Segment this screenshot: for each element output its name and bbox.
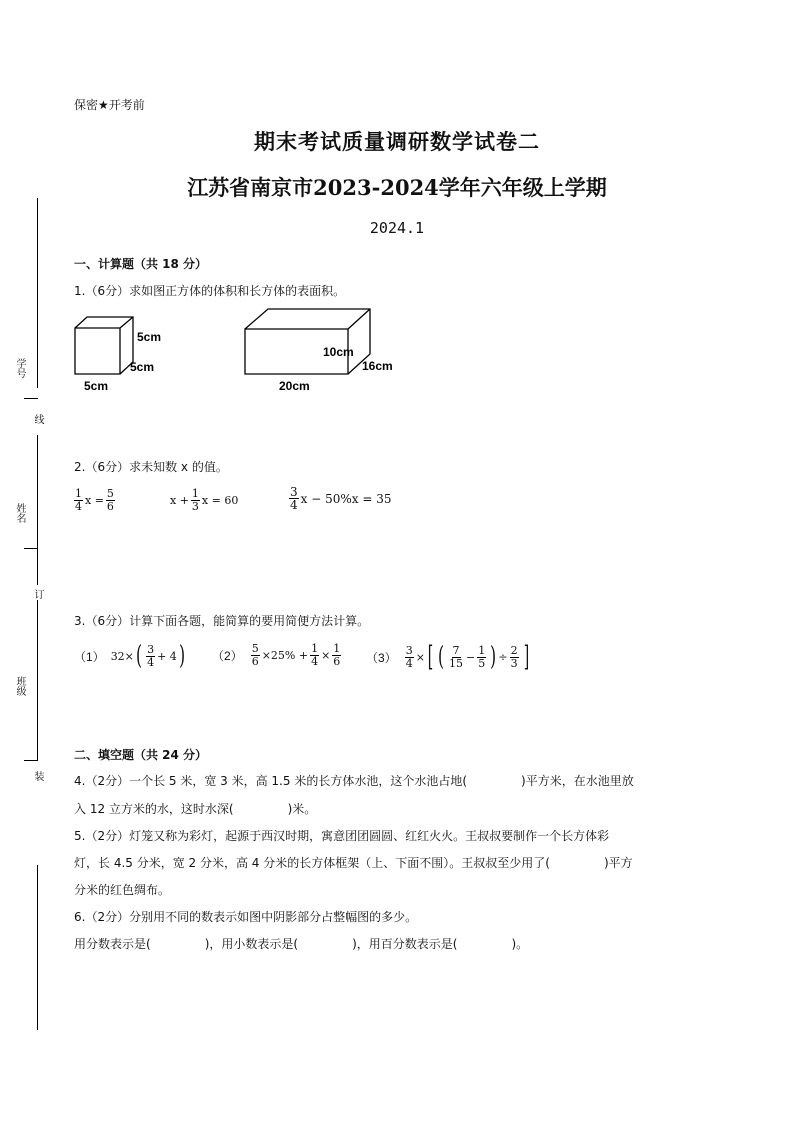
binding-line-mid2 xyxy=(37,600,38,760)
q2-equation-1: $\frac{1}{4}$ x = $\frac{5}{6}$ xyxy=(75,487,114,513)
cuboid-label-depth: 16cm xyxy=(362,359,393,373)
q3-text: 3.（6分）计算下面各题，能简算的要用简便方法计算。 xyxy=(74,614,370,628)
section2-title: 二、填空题（共 24 分） xyxy=(74,748,208,762)
fraction: $\frac{5}{6}$ xyxy=(251,642,259,668)
page-title: 期末考试质量调研数学试卷二 xyxy=(254,129,540,154)
q5-line1: 5.（2分）灯笼又称为彩灯，起源于西汉时期，寓意团团圆圆、红红火火。王叔叔要制作一个长方体彩 xyxy=(74,829,610,843)
binding-line-bottom xyxy=(37,865,38,1030)
line-char: 线 xyxy=(32,414,43,424)
fraction: $\frac{2}{3}$ xyxy=(510,643,518,670)
fraction: $\frac{1}{5}$ xyxy=(478,643,486,670)
q5-line3: 分米的红色绸布。 xyxy=(74,883,171,897)
q2-equation-2: x + $\frac{1}{3}$ x = 60 xyxy=(170,487,239,513)
cube-label-right: 5cm xyxy=(137,330,162,344)
class-label: 班级 xyxy=(14,676,25,696)
fraction: $\frac{1}{6}$ xyxy=(333,642,341,668)
cuboid-figure xyxy=(240,304,400,396)
fraction: $\frac{5}{6}$ xyxy=(106,487,114,513)
cube-label-depth: 5cm xyxy=(130,360,155,374)
cube-label-bottom: 5cm xyxy=(84,379,109,393)
section1-title: 一、计算题（共 18 分） xyxy=(74,257,208,271)
zhuang-char: 装 xyxy=(32,771,43,781)
fraction: $\frac{1}{4}$ xyxy=(75,487,82,513)
fraction: $\frac{1}{4}$ xyxy=(311,642,319,668)
q4-line1: 4.（2分）一个长 5 米，宽 3 米，高 1.5 米的长方体水池，这个水池占地( )平方米，在水池里放 xyxy=(74,774,634,788)
q1-text: 1.（6分）求如图正方体的体积和长方体的表面积。 xyxy=(74,284,346,298)
q2-text: 2.（6分）求未知数 x 的值。 xyxy=(74,460,228,474)
q3-expression-2: （2） $\frac{5}{6}$ ×25% + $\frac{1}{4}$ × $\frac{1}{6}$ xyxy=(212,642,341,668)
fraction: $\frac{7}{15}$ xyxy=(449,643,463,670)
name-underline xyxy=(24,548,38,549)
name-label: 姓名 xyxy=(14,503,25,523)
fraction: $\frac{3}{4}$ xyxy=(405,643,413,670)
ding-char: 订 xyxy=(32,589,43,599)
fraction: $\frac{1}{3}$ xyxy=(191,487,199,513)
q5-line2: 灯，长 4.5 分米，宽 2 分米，高 4 分米的长方体框架（上、下面不围）。王叔叔至少用了( )平方 xyxy=(74,856,633,870)
binding-line-mid1 xyxy=(37,435,38,585)
fraction: $\frac{3}{4}$ xyxy=(147,642,155,669)
q2-equation-3: $\frac{3}{4}$ x − 50%x = 35 xyxy=(290,485,392,512)
q6-line2: 用分数表示是( )，用小数表示是( )，用百分数表示是( )。 xyxy=(74,937,529,951)
q4-line2: 入 12 立方米的水，这时水深( )米。 xyxy=(74,802,317,816)
q3-expression-3: （3） $\frac{3}{4}$ × [ ( $\frac{7}{15}$ − $\frac{1}{5}$ ) ÷ $\frac{2}{3}$ ] xyxy=(366,640,529,673)
q6-line1: 6.（2分）分别用不同的数表示如图中阴影部分占整幅图的多少。 xyxy=(74,910,418,924)
page-subtitle: 江苏省南京市2023-2024学年六年级上学期 xyxy=(187,175,607,200)
exam-date: 2024.1 xyxy=(369,219,425,237)
class-underline xyxy=(24,760,38,761)
student-no-underline xyxy=(24,398,38,399)
cuboid-label-height: 10cm xyxy=(323,345,354,359)
secret-mark: 保密★开考前 xyxy=(74,98,145,112)
cuboid-label-bottom: 20cm xyxy=(279,379,310,393)
fraction: $\frac{3}{4}$ xyxy=(290,485,298,512)
student-no-label: 学号 xyxy=(14,358,25,378)
cube-figure xyxy=(70,312,170,394)
q3-expression-1: （1） 32× ( $\frac{3}{4}$ + 4 ) xyxy=(74,641,185,671)
